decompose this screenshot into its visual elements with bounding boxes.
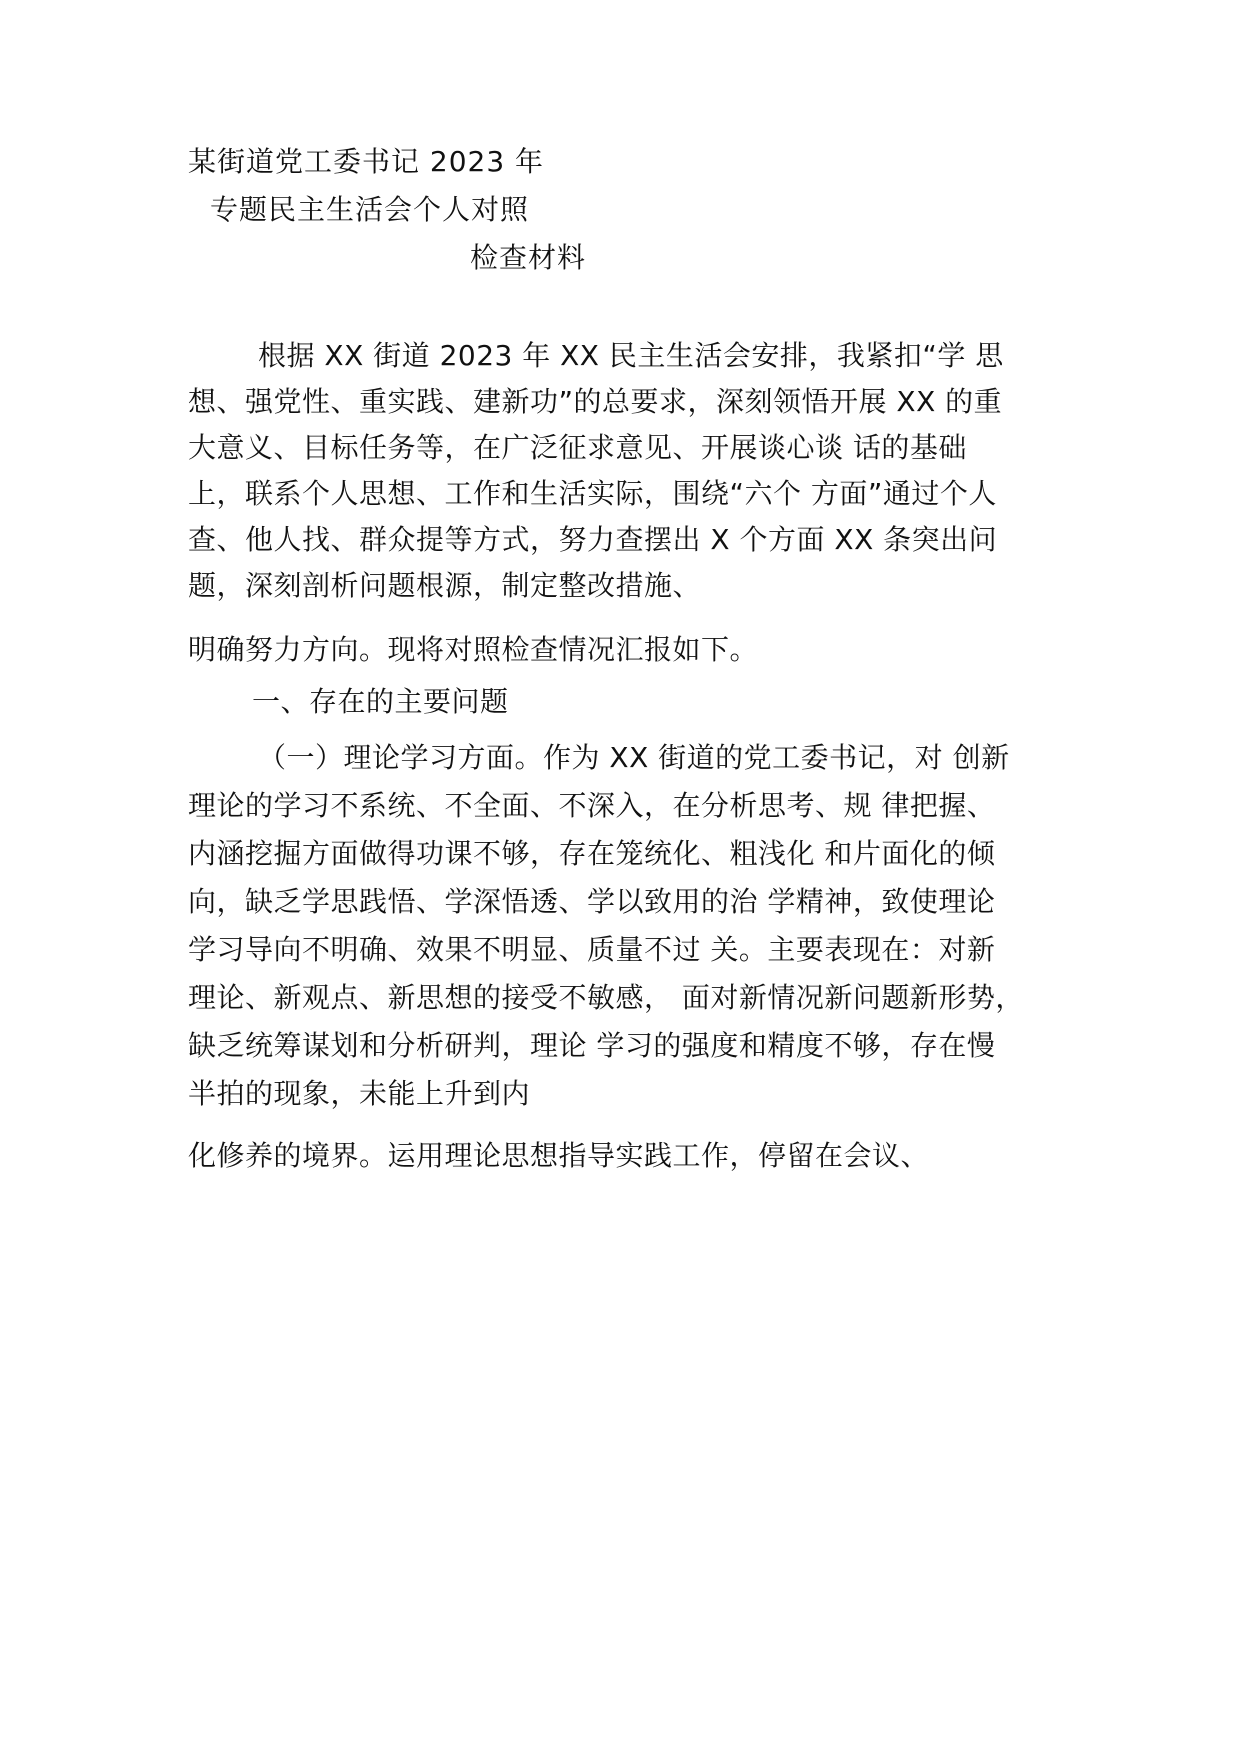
paragraph-2-line-8: 半拍的现象，未能上升到内 [188,1077,531,1110]
paragraph-1-line-2: 想、强党性、重实践、建新功”的总要求，深刻领悟开展 XX 的重 [188,385,1003,418]
paragraph-1-continued: 明确努力方向。现将对照检查情况汇报如下。 [188,633,759,666]
paragraph-2-line-3: 内涵挖掘方面做得功课不够，存在笼统化、粗浅化 和片面化的倾 [188,837,996,870]
paragraph-2-line-5: 学习导向不明确、效果不明显、质量不过 关。主要表现在：对新 [188,933,996,966]
paragraph-1-line-4: 上，联系个人思想、工作和生活实际，围绕“六个 方面”通过个人 [188,477,997,510]
paragraph-1-line-6: 题，深刻剖析问题根源，制定整改措施、 [188,569,702,602]
paragraph-1-line-3: 大意义、目标任务等，在广泛征求意见、开展谈心谈 话的基础 [188,431,967,464]
paragraph-2-line-2: 理论的学习不系统、不全面、不深入，在分析思考、规 律把握、 [188,789,996,822]
title-line-2: 专题民主生活会个人对照 [210,193,530,226]
paragraph-2-line-7: 缺乏统筹谋划和分析研判，理论 学习的强度和精度不够，存在慢 [188,1029,996,1062]
paragraph-1-line-1: 根据 XX 街道 2023 年 XX 民主生活会安排，我紧扣“学 思 [258,339,1004,372]
title-line-1: 某街道党工委书记 2023 年 [188,145,545,178]
paragraph-2-continued: 化修养的境界。运用理论思想指导实践工作，停留在会议、 [188,1139,930,1172]
section-heading: 一、存在的主要问题 [252,685,509,718]
paragraph-1-line-5: 查、他人找、群众提等方式，努力查摆出 X 个方面 XX 条突出问 [188,523,998,556]
paragraph-2-line-1: （一）理论学习方面。作为 XX 街道的党工委书记，对 创新 [258,741,1010,774]
paragraph-2-line-4: 向，缺乏学思践悟、学深悟透、学以致用的治 学精神，致使理论 [188,885,996,918]
title-line-3: 检查材料 [470,241,587,274]
paragraph-2-line-6: 理论、新观点、新思想的接受不敏感， 面对新情况新问题新形势， [188,981,1024,1014]
